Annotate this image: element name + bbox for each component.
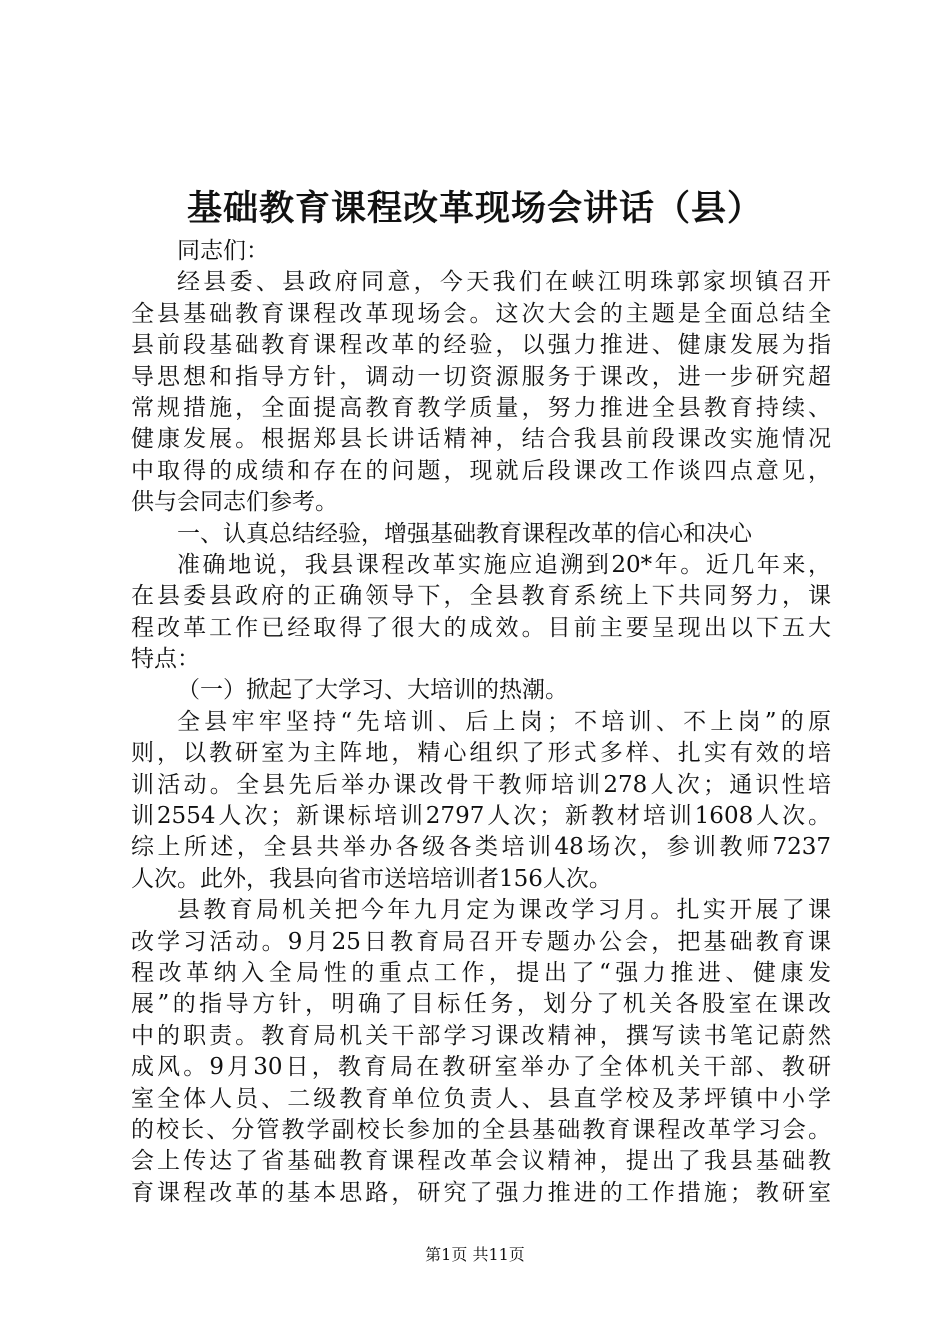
text-line: 一、认真总结经验，增强基础教育课程改革的信心和决心 xyxy=(177,520,752,547)
text-line: 的校长、分管教学副校长参加的全县基础教育课程改革学习会。 xyxy=(131,1116,831,1143)
text-line: 室全体人员、二级教育单位负责人、县直学校及茅坪镇中小学 xyxy=(131,1085,831,1112)
text-line: 供与会同志们参考。 xyxy=(131,489,338,516)
text-line: 人次。此外，我县向省市送培培训者156人次。 xyxy=(131,865,612,892)
text-line: 准确地说，我县课程改革实施应追溯到20*年。近几年来， xyxy=(177,551,831,578)
text-line: 导思想和指导方针，调动一切资源服务于课改，进一步研究超 xyxy=(131,363,831,390)
text-line: 训2554人次；新课标培训2797人次；新教材培训1608人次。 xyxy=(131,803,831,830)
text-line: 在县委县政府的正确领导下，全县教育系统上下共同努力，课 xyxy=(131,583,831,610)
text-line: 中的职责。教育局机关干部学习课改精神，撰写读书笔记蔚然 xyxy=(131,1022,831,1049)
text-line: 会上传达了省基础教育课程改革会议精神，提出了我县基础教 xyxy=(131,1148,831,1175)
text-line: 则，以教研室为主阵地，精心组织了形式多样、扎实有效的培 xyxy=(131,740,831,767)
document-title: 基础教育课程改革现场会讲话（县） xyxy=(186,188,763,229)
text-line: 展”的指导方针，明确了目标任务，划分了机关各股室在课改 xyxy=(131,991,831,1018)
text-line: 县教育局机关把今年九月定为课改学习月。扎实开展了课 xyxy=(177,897,831,924)
text-line: 程改革纳入全局性的重点工作，提出了“强力推进、健康发 xyxy=(131,959,831,986)
text-line: 综上所述，全县共举办各级各类培训48场次，参训教师7237 xyxy=(131,834,831,861)
text-line: 改学习活动。9月25日教育局召开专题办公会，把基础教育课 xyxy=(131,928,831,955)
page-footer: 第1页 共11页 xyxy=(425,1245,525,1264)
text-line: 全县牢牢坚持“先培训、后上岗；不培训、不上岗”的原 xyxy=(177,708,831,735)
text-line: 育课程改革的基本思路，研究了强力推进的工作措施；教研室 xyxy=(131,1179,831,1206)
document-body xyxy=(131,236,831,1209)
text-line: 健康发展。根据郑县长讲话精神，结合我县前段课改实施情况 xyxy=(131,426,831,453)
text-line: 县前段基础教育课程改革的经验，以强力推进、健康发展为指 xyxy=(131,332,831,359)
text-line: 训活动。全县先后举办课改骨干教师培训278人次；通识性培 xyxy=(131,771,831,798)
text-line: 常规措施，全面提高教育教学质量，努力推进全县教育持续、 xyxy=(131,394,831,421)
text-line: 同志们： xyxy=(177,238,269,264)
text-line: 程改革工作已经取得了很大的成效。目前主要呈现出以下五大 xyxy=(131,614,831,641)
text-line: 经县委、县政府同意，今天我们在峡江明珠郭家坝镇召开 xyxy=(177,269,831,296)
text-line: 中取得的成绩和存在的问题，现就后段课改工作谈四点意见， xyxy=(131,457,831,484)
text-line: 特点： xyxy=(131,646,200,673)
text-line: 成风。9月30日，教育局在教研室举办了全体机关干部、教研 xyxy=(131,1054,831,1081)
text-line: （一）掀起了大学习、大培训的热潮。 xyxy=(177,677,568,704)
text-line: 全县基础教育课程改革现场会。这次大会的主题是全面总结全 xyxy=(131,300,831,327)
